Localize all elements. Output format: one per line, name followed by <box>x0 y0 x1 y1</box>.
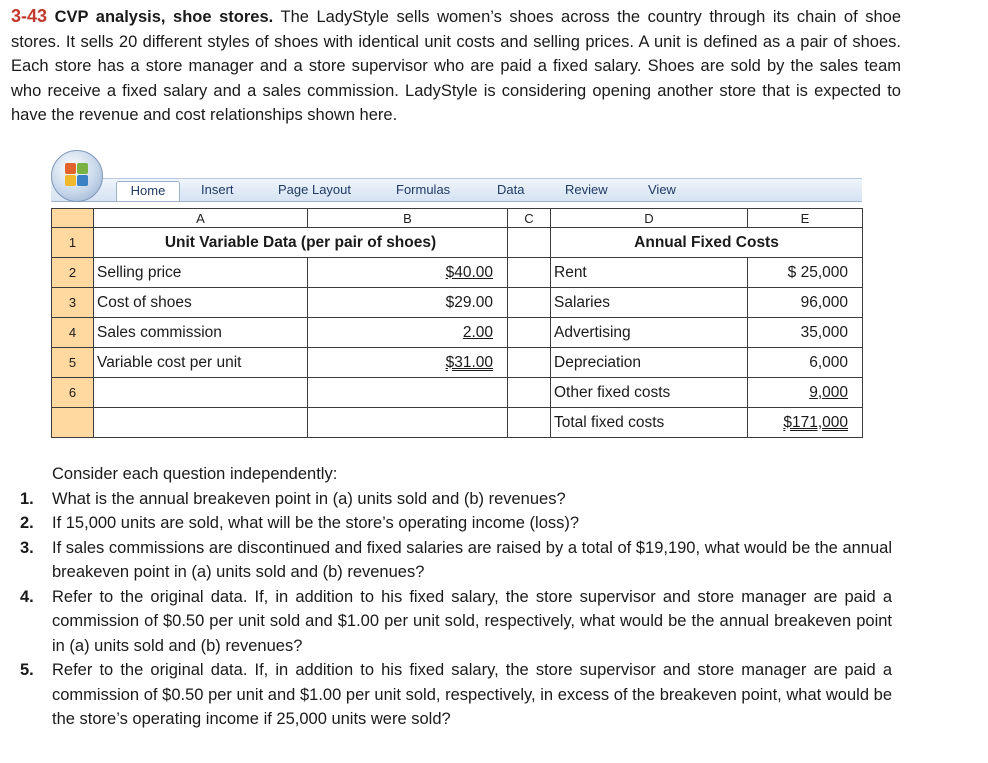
table-row <box>52 378 863 408</box>
variable-cost-label[interactable]: Variable cost per unit <box>94 348 308 378</box>
cost-of-shoes-label[interactable]: Cost of shoes <box>94 288 308 318</box>
question-number: 4. <box>20 587 34 606</box>
table-row <box>52 228 863 258</box>
tab-formulas[interactable]: Formulas <box>396 182 451 197</box>
row-header-6[interactable]: 6 <box>52 378 94 408</box>
tab-home[interactable]: Home <box>116 181 180 201</box>
cell-c7[interactable] <box>508 408 551 438</box>
row-header-3[interactable]: 3 <box>52 288 94 318</box>
cell-c5[interactable] <box>508 348 551 378</box>
cell-c2[interactable] <box>508 258 551 288</box>
question-item <box>20 658 892 732</box>
question-item <box>20 536 892 585</box>
row-header-5[interactable]: 5 <box>52 348 94 378</box>
problem-text: The LadyStyle sells women’s shoes across the country through its chain of shoe stores. It sells 20 different styles of shoes with identical unit costs and selling prices. A unit is defined as a pair of shoes. Each store has a store manager and a store supervisor who are paid a fixed salary. Shoes are sold by the sales team who receive a fixed salary and a sales commission. LadyStyle is considering opening another store that is expected to have the revenue and cost relationships shown here. <box>11 8 901 124</box>
other-fixed-label[interactable]: Other fixed costs <box>551 378 748 408</box>
column-header-a[interactable]: A <box>94 209 308 228</box>
question-text: Refer to the original data. If, in addition to his fixed salary, the store supervisor and store manager are paid a commission of $0.50 per unit sold and $1.00 per unit sold, respectively, what would be the annual breakeven point in (a) units sold and (b) revenues? <box>52 587 892 655</box>
row-header-1[interactable]: 1 <box>52 228 94 258</box>
rent-label[interactable]: Rent <box>551 258 748 288</box>
cell-c6[interactable] <box>508 378 551 408</box>
question-number: 5. <box>20 661 34 679</box>
tab-data[interactable]: Data <box>497 182 525 197</box>
tab-page-layout[interactable]: Page Layout <box>278 182 352 197</box>
question-text: If sales commissions are discontinued and fixed salaries are raised by a total of $19,190, what would be the annual breakeven point in (a) units sold and (b) revenues? <box>52 538 892 581</box>
advertising-value[interactable]: 35,000 <box>748 318 863 348</box>
fixed-costs-header[interactable]: Annual Fixed Costs <box>551 228 863 258</box>
cost-table <box>51 208 863 438</box>
cell-c4[interactable] <box>508 318 551 348</box>
cell-a7[interactable] <box>94 408 308 438</box>
question-item <box>20 585 892 659</box>
problem-intro <box>11 4 901 128</box>
row-header-7[interactable] <box>52 408 94 438</box>
cell-c1[interactable] <box>508 228 551 258</box>
cost-of-shoes-value[interactable]: $29.00 <box>308 288 508 318</box>
depreciation-value[interactable]: 6,000 <box>748 348 863 378</box>
column-header-b[interactable]: B <box>308 209 508 228</box>
table-row <box>52 408 863 438</box>
selling-price-label[interactable]: Selling price <box>94 258 308 288</box>
questions-lead: Consider each question independently: <box>52 465 338 483</box>
sales-commission-label[interactable]: Sales commission <box>94 318 308 348</box>
ribbon-tabs <box>51 178 862 202</box>
total-fixed-label[interactable]: Total fixed costs <box>551 408 748 438</box>
salaries-value[interactable]: 96,000 <box>748 288 863 318</box>
cell-a6[interactable] <box>94 378 308 408</box>
cell-b6[interactable] <box>308 378 508 408</box>
problem-number: 3-43 <box>11 6 48 26</box>
question-number: 3. <box>20 538 34 557</box>
question-text: What is the annual breakeven point in (a) units sold and (b) revenues? <box>52 489 566 508</box>
advertising-label[interactable]: Advertising <box>551 318 748 348</box>
cell-b7[interactable] <box>308 408 508 438</box>
office-button[interactable] <box>51 150 103 202</box>
tab-review[interactable]: Review <box>565 182 608 197</box>
depreciation-label[interactable]: Depreciation <box>551 348 748 378</box>
total-fixed-value[interactable]: $171,000 <box>748 408 863 438</box>
question-item <box>20 487 892 512</box>
question-text: If 15,000 units are sold, what will be the store’s operating income (loss)? <box>52 514 580 532</box>
tab-view[interactable]: View <box>648 182 676 197</box>
variable-cost-value[interactable]: $31.00 <box>308 348 508 378</box>
variable-data-header[interactable]: Unit Variable Data (per pair of shoes) <box>94 228 508 258</box>
rent-value[interactable]: $ 25,000 <box>748 258 863 288</box>
tab-insert[interactable]: Insert <box>201 182 234 197</box>
office-button-icon <box>65 163 89 187</box>
row-header-2[interactable]: 2 <box>52 258 94 288</box>
question-text: Refer to the original data. If, in addition to his fixed salary, the store supervisor and store manager are paid a commission of $0.50 per unit and $1.00 per unit sold, respectively, in excess of the breakeven point, what would be the store’s operating income if 25,000 units were sold? <box>52 661 892 728</box>
table-row <box>52 258 863 288</box>
column-header-d[interactable]: D <box>551 209 748 228</box>
question-number: 1. <box>20 489 34 508</box>
cell-c3[interactable] <box>508 288 551 318</box>
other-fixed-value[interactable]: 9,000 <box>748 378 863 408</box>
spreadsheet <box>51 150 863 445</box>
questions <box>20 462 892 732</box>
table-row <box>52 288 863 318</box>
sales-commission-value[interactable]: 2.00 <box>308 318 508 348</box>
question-number: 2. <box>20 514 34 532</box>
table-row <box>52 348 863 378</box>
problem-title: CVP analysis, shoe stores. <box>54 8 274 26</box>
column-header-row <box>52 209 863 228</box>
salaries-label[interactable]: Salaries <box>551 288 748 318</box>
column-header-e[interactable]: E <box>748 209 863 228</box>
column-header-c[interactable]: C <box>508 209 551 228</box>
table-row <box>52 318 863 348</box>
corner-cell[interactable] <box>52 209 94 228</box>
question-item <box>20 511 892 536</box>
row-header-4[interactable]: 4 <box>52 318 94 348</box>
selling-price-value[interactable]: $40.00 <box>308 258 508 288</box>
